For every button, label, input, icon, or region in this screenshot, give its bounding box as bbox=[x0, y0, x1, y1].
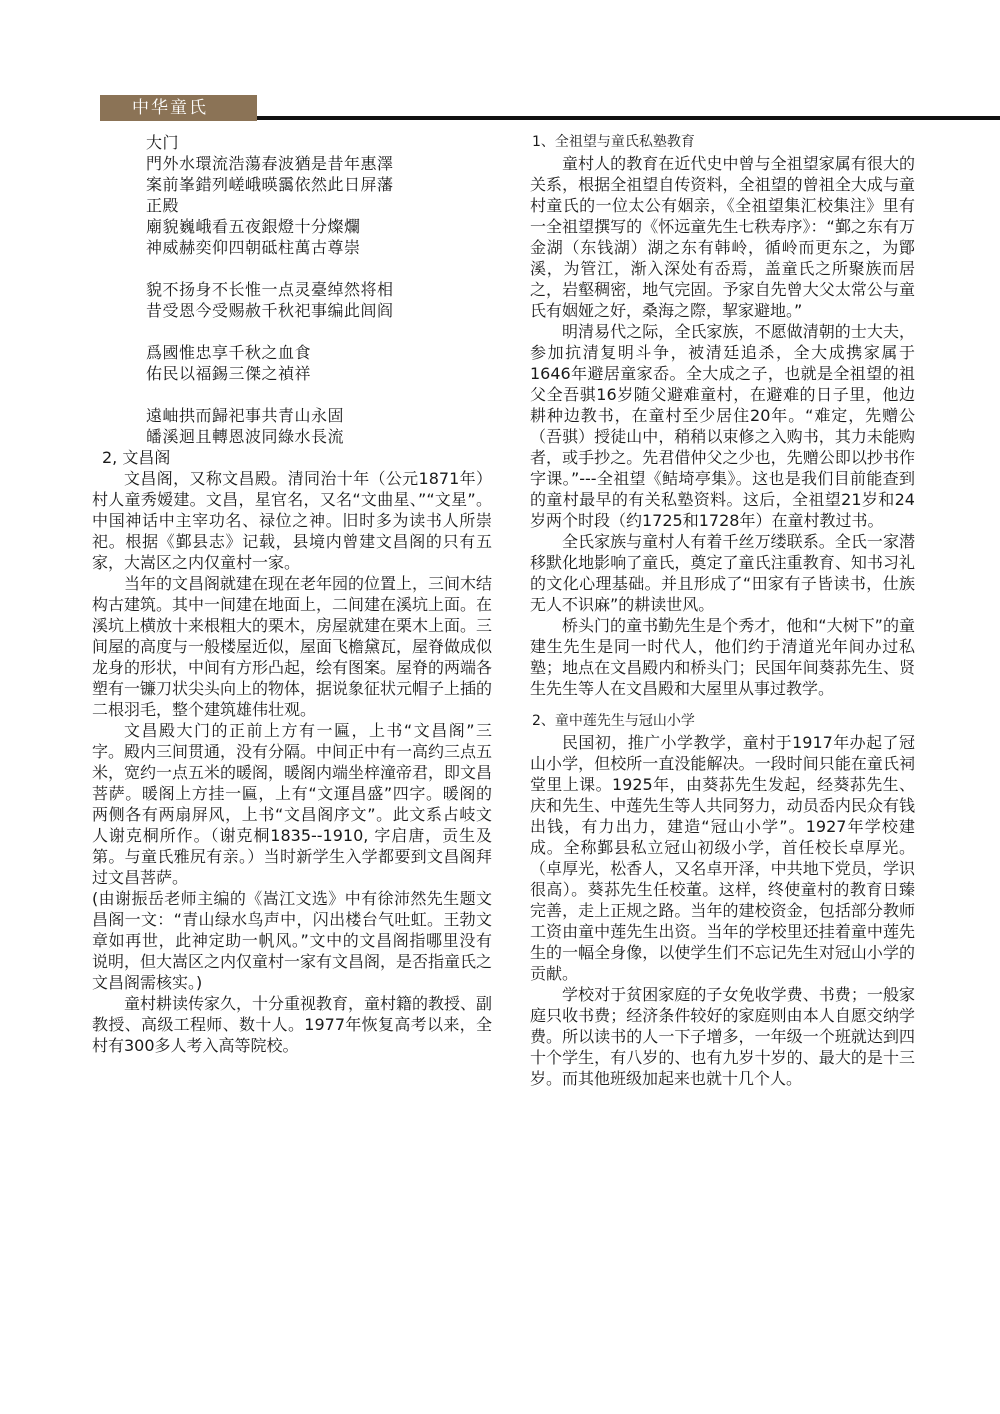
paragraph: 当年的文昌阁就建在现在老年园的位置上，三间木结构古建筑。其中一间建在地面上，二间建在溪坑上面。在溪坑上横放十来根粗大的栗木，房屋就建在栗木上面。三间屋的高度与一般楼屋近似，屋面飞檐黛瓦，屋脊做成似龙身的形状，中间有方形凸起，绘有图案。屋脊的两端各塑有一镰刀状尖头向上的物体，据说象征状元帽子上插的二根羽毛，整个建筑雄伟壮观。 bbox=[92, 574, 493, 719]
paragraph: (由谢振岳老师主编的《嵩江文选》中有徐沛然先生题文昌阁一文：“青山绿水鸟声中，闪出楼台气吐虹。王勃文章如再世，此神定助一帆风。”文中的文昌阁指哪里没有说明，但大嵩区之内仅童村一家有文昌阁，是否指童氏之文昌阁需核实。) bbox=[92, 889, 493, 992]
couplet-line: 爲國惟忠享千秋之血食 bbox=[146, 343, 312, 362]
couplet-line: 案前峯錯列嵯峨暎靄依然此日屏藩 bbox=[146, 175, 394, 194]
section-title-guanshan: 2、童中莲先生与冠山小学 bbox=[532, 713, 695, 729]
paragraph: 桥头门的童书勤先生是个秀才，他和“大树下”的童建生先生是同一时代人，他们约于清道光年间办过私塾；地点在文昌殿内和桥头门；民国年间葵荪先生、贤生先生等人在文昌殿和大屋里从事过教学。 bbox=[530, 616, 915, 698]
paragraph: 文昌殿大门的正前上方有一匾，上书“文昌阁”三字。殿内三间贯通，没有分隔。中间正中有一高约三点五米，宽约一点五米的暖阁，暖阁内端坐梓潼帝君，即文昌菩萨。暖阁上方挂一匾，上有“文運昌盛”四字。暖阁的两侧各有两扇屏风，上书“文昌阁序文”。此文系占岐文人谢克桐所作。（谢克桐1835--1910, 字启唐，贡生及第。与童氏雅尻有亲。）当时新学生入学都要到文昌阁拜过文昌菩萨。 bbox=[92, 721, 493, 887]
section-title-wenchang: 2, 文昌阁 bbox=[102, 448, 171, 467]
couplet-line: 大门 bbox=[146, 133, 180, 152]
couplet-line: 昔受恩今受赐赦千秋祀事编此闾阎 bbox=[146, 301, 394, 320]
paragraph: 全氏家族与童村人有着千丝万缕联系。全氏一家潜移默化地影响了童氏，奠定了童氏注重教育、知书习礼的文化心理基础。并且形成了“田家有子皆读书，仕族无人不识麻”的耕读世风。 bbox=[530, 532, 915, 614]
header-title-box bbox=[100, 95, 257, 121]
couplet-line: 貌不扬身不长惟一点灵臺绰然将相 bbox=[146, 280, 394, 299]
paragraph: 学校对于贫困家庭的子女免收学费、书费；一般家庭只收书费；经济条件较好的家庭则由本人自愿交纳学费。所以读书的人一下子增多，一年级一个班就达到四十个学生，有八岁的、也有九岁十岁的、最大的是十三岁。而其他班级加起来也就十几个人。 bbox=[530, 985, 915, 1088]
section-spacer bbox=[530, 699, 915, 711]
section-title-quanzuwang: 1、全祖望与童氏私塾教育 bbox=[532, 134, 695, 150]
header-title: 中华童氏 bbox=[132, 98, 208, 118]
left-column bbox=[92, 132, 492, 1056]
couplet-line: 廟貌巍峨看五夜銀燈十分燦爛 bbox=[146, 217, 361, 236]
couplet-line: 正殿 bbox=[146, 196, 180, 215]
paragraph: 明清易代之际，全氏家族，不愿做清朝的士大夫，参加抗清复明斗争，被清廷追杀，全大成携家属于1646年避居童家岙。全大成之子，也就是全祖望的祖父全吾骐16岁随父避难童村，在避难的日子里，他边耕种边教书，在童村至少居住20年。“难定，先赠公（吾骐）授徒山中，稍稍以束修之入购书，其力未能购者，或手抄之。先君借仲父之少也，先赠公即以抄书作字课。”---全祖望《鲒埼亭集》。这也是我们目前能查到的童村最早的有关私塾资料。这后，全祖望21岁和24岁两个时段（约1725和1728年）在童村教过书。 bbox=[530, 322, 915, 530]
paragraph: 童村耕读传家久，十分重视教育，童村籍的教授、副教授、高级工程师、数十人。1977年恢复高考以来，全村有300多人考入高等院校。 bbox=[92, 994, 493, 1055]
couplet-gap bbox=[92, 384, 492, 405]
couplet-line: 門外水環流浩蕩春波猶是昔年惠澤 bbox=[146, 154, 394, 173]
paragraph: 民国初，推广小学教学，童村于1917年办起了冠山小学，但校所一直没能解决。一段时间只能在童氏祠堂里上课。1925年，由葵荪先生发起，经葵荪先生、庆和先生、中莲先生等人共同努力，动员岙内民众有钱出钱，有力出力，建造“冠山小学”。1927年学校建成。全称鄞县私立冠山初级小学，首任校长卓厚光。（卓厚光，松香人，又名卓开泽，中共地下党员，学识很高）。葵荪先生任校董。这样，终使童村的教育日臻完善，走上正规之路。当年的建校资金，包括部分教师工资由童中莲先生出资。当年的学校里还挂着童中莲先生的一幅全身像，以使学生们不忘记先生对冠山小学的贡献。 bbox=[530, 733, 915, 983]
paragraph: 文昌阁，又称文昌殿。清同治十年（公元1871年）村人童秀嫒建。文昌，星官名，又名“文曲星、”“文星”。中国神话中主宰功名、禄位之神。旧时多为读书人所崇祀。根据《鄞县志》记载，县境内曾建文昌阁的只有五家，大嵩区之内仅童村一家。 bbox=[92, 469, 492, 572]
couplet-block bbox=[92, 132, 492, 447]
paragraph: 童村人的教育在近代史中曾与全祖望家属有很大的关系，根据全祖望自传资料，全祖望的曾祖全大成与童村童氏的一位太公有姻亲，《全祖望集汇校集注》里有一全祖望撰写的《怀远童先生七秩寿序》：“鄞之东有万金湖（东钱湖）湖之东有韩岭，循岭而更东之，为鄮溪，为管江，渐入深处有岙焉，盖童氏之所聚族而居之，岩壑稠密，地气完固。予家自先曾大父太常公与童氏有姻娅之好，桑海之際，挈家避地。” bbox=[530, 154, 915, 320]
couplet-line: 皤溪迴且轉恩波同綠水長流 bbox=[146, 427, 345, 446]
couplet-gap bbox=[92, 321, 492, 342]
couplet-line: 神威赫奕仰四朝砥柱萬古尊崇 bbox=[146, 238, 361, 257]
right-column bbox=[530, 132, 915, 1089]
couplet-gap bbox=[92, 258, 492, 279]
header-rule bbox=[257, 116, 1000, 120]
couplet-line: 佑民以福錫三傑之禎祥 bbox=[146, 364, 312, 383]
couplet-line: 遠岫拱而歸祀事共青山永固 bbox=[146, 406, 345, 425]
